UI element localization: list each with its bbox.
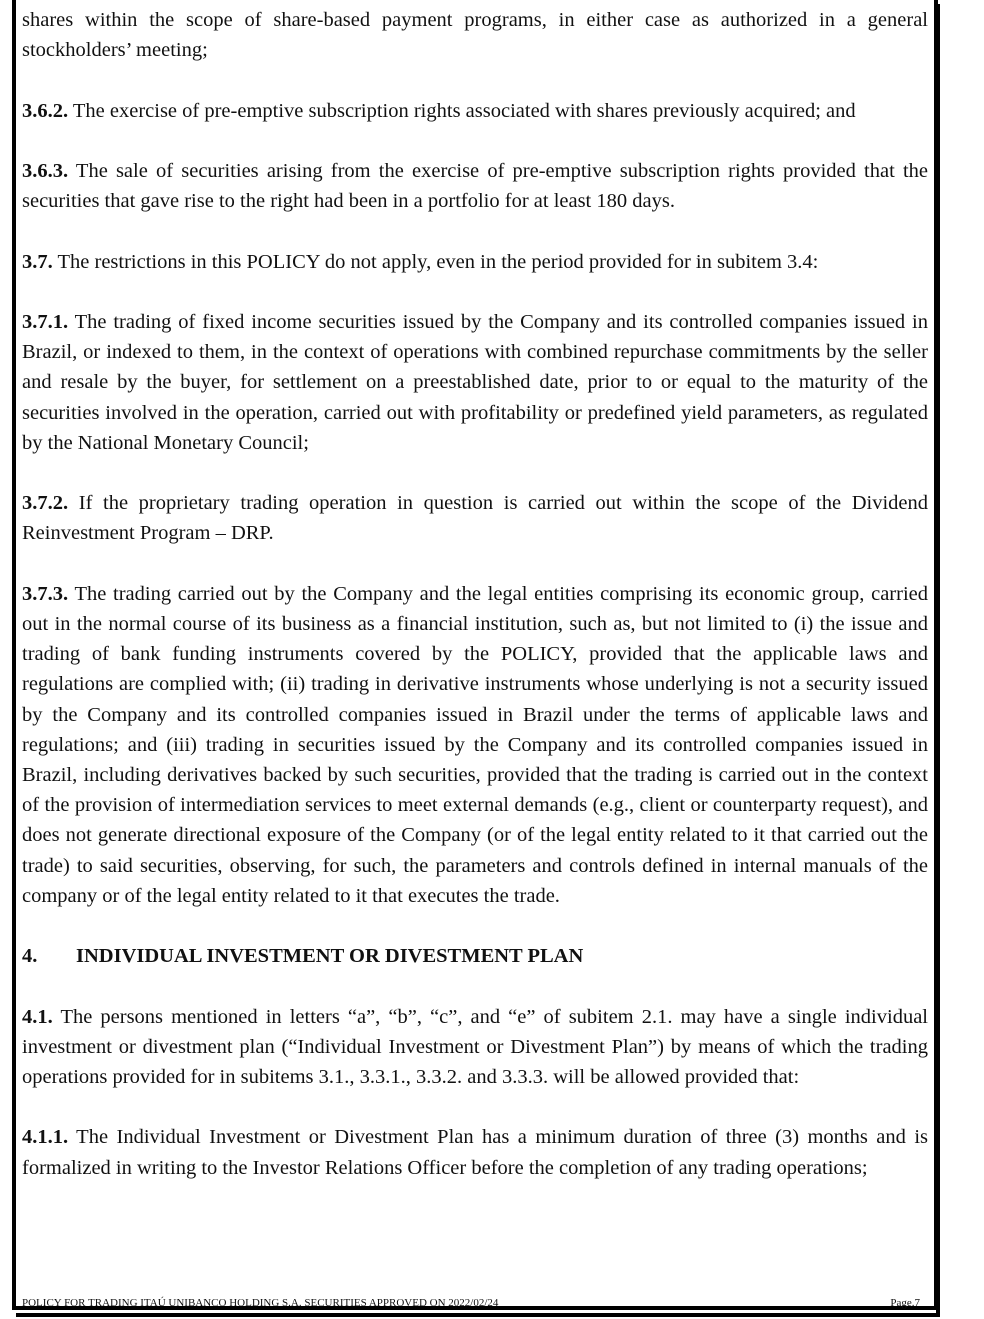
paragraph-number: 3.7.2. [22, 492, 69, 515]
page-shadow-bottom [16, 1313, 940, 1317]
paragraph-number: 3.7.3. [22, 582, 69, 605]
paragraph-text: The trading carried out by the Company and the legal entities comprising its economic group, carried out in the normal course of its business as a financial institution, such as, but not limited to (i) the issue and trading of bank funding instruments covered by the POLICY, provided that the applicable laws and regulations are complied with; (ii) trading in derivative instruments whose underlying is not a security issued by the Company and its controlled companies issued in Brazil under the terms of applicable laws and regulations; and (iii) trading in securities issued by the Company and its controlled companies issued in Brazil, including derivatives backed by such securities, provided that the trading is carried out in the context of the provision of intermediation services to meet external demands (e.g., client or counterparty request), and does not generate directional exposure of the Company (or of the legal entity related to it that carried out the trade) to said securities, observing, for such, the parameters and controls defined in internal manuals of the company or of the legal entity related to it that executes the trade. [22, 582, 928, 907]
paragraph-text: The trading of fixed income securities issued by the Company and its controlled companies issued in Brazil, or indexed to them, in the context of operations with combined repurchase commitments by the seller and resale by the buyer, for settlement on a preestablished date, prior to or equal to the maturity of the securities involved in the operation, carried out with profitability or predefined yield parameters, as regulated by the National Monetary Council; [22, 310, 928, 454]
paragraph-text: The restrictions in this POLICY do not apply, even in the period provided for in subitem 3.4: [52, 250, 819, 273]
paragraph-number: 3.7.1. [22, 310, 69, 333]
paragraph-3-7 [22, 247, 928, 277]
page-shadow-right [936, 4, 940, 1317]
paragraph-number: 3.7. [22, 250, 53, 273]
paragraph-3-6-3 [22, 156, 928, 216]
page-number: Page.7 [890, 1297, 920, 1309]
paragraph-text: The sale of securities arising from the exercise of pre-emptive subscription rights provided that the securities that gave rise to the right had been in a portfolio for at least 180 days. [22, 159, 928, 213]
paragraph-text: The exercise of pre-emptive subscription rights associated with shares previously acquired; and [68, 99, 856, 122]
paragraph-text: The persons mentioned in letters “a”, “b”, “c”, and “e” of subitem 2.1. may have a single individual investment or divestment plan (“Individual Investment or Divestment Plan”) by means of which the trading operations provided for in subitems 3.1., 3.3.1., 3.3.2. and 3.3.3. will be allowed provided that: [22, 1005, 928, 1088]
paragraph-3-6-2 [22, 96, 928, 126]
paragraph-number: 3.6.3. [22, 159, 69, 182]
section-title: INDIVIDUAL INVESTMENT OR DIVESTMENT PLAN [76, 945, 584, 968]
footer-policy-title: POLICY FOR TRADING ITAÚ UNIBANCO HOLDING S.A. SECURITIES APPROVED ON 2022/02/24 [22, 1297, 499, 1309]
paragraph-text: If the proprietary trading operation in question is carried out within the scope of the Dividend Reinvestment Program – DRP. [22, 492, 928, 545]
paragraph-3-7-1 [22, 307, 928, 458]
section-heading [22, 941, 928, 971]
document-body [22, 5, 928, 1213]
paragraph-number: 3.6.2. [22, 99, 69, 122]
paragraph-3-7-2 [22, 488, 928, 548]
paragraph-number: 4.1.1. [22, 1126, 69, 1149]
paragraph-text: The Individual Investment or Divestment Plan has a minimum duration of three (3) months and is formalized in writing to the Investor Relations Officer before the completion of any trading operations; [22, 1126, 928, 1179]
section-number: 4. [22, 945, 38, 968]
paragraph-3-7-3 [22, 579, 928, 911]
paragraph-4-1-1 [22, 1122, 928, 1182]
paragraph-continuation [22, 5, 928, 65]
paragraph-text: shares within the scope of share-based payment programs, in either case as authorized in a general stockholders’ meeting; [22, 9, 928, 62]
paragraph-number: 4.1. [22, 1005, 53, 1028]
paragraph-4-1 [22, 1002, 928, 1093]
